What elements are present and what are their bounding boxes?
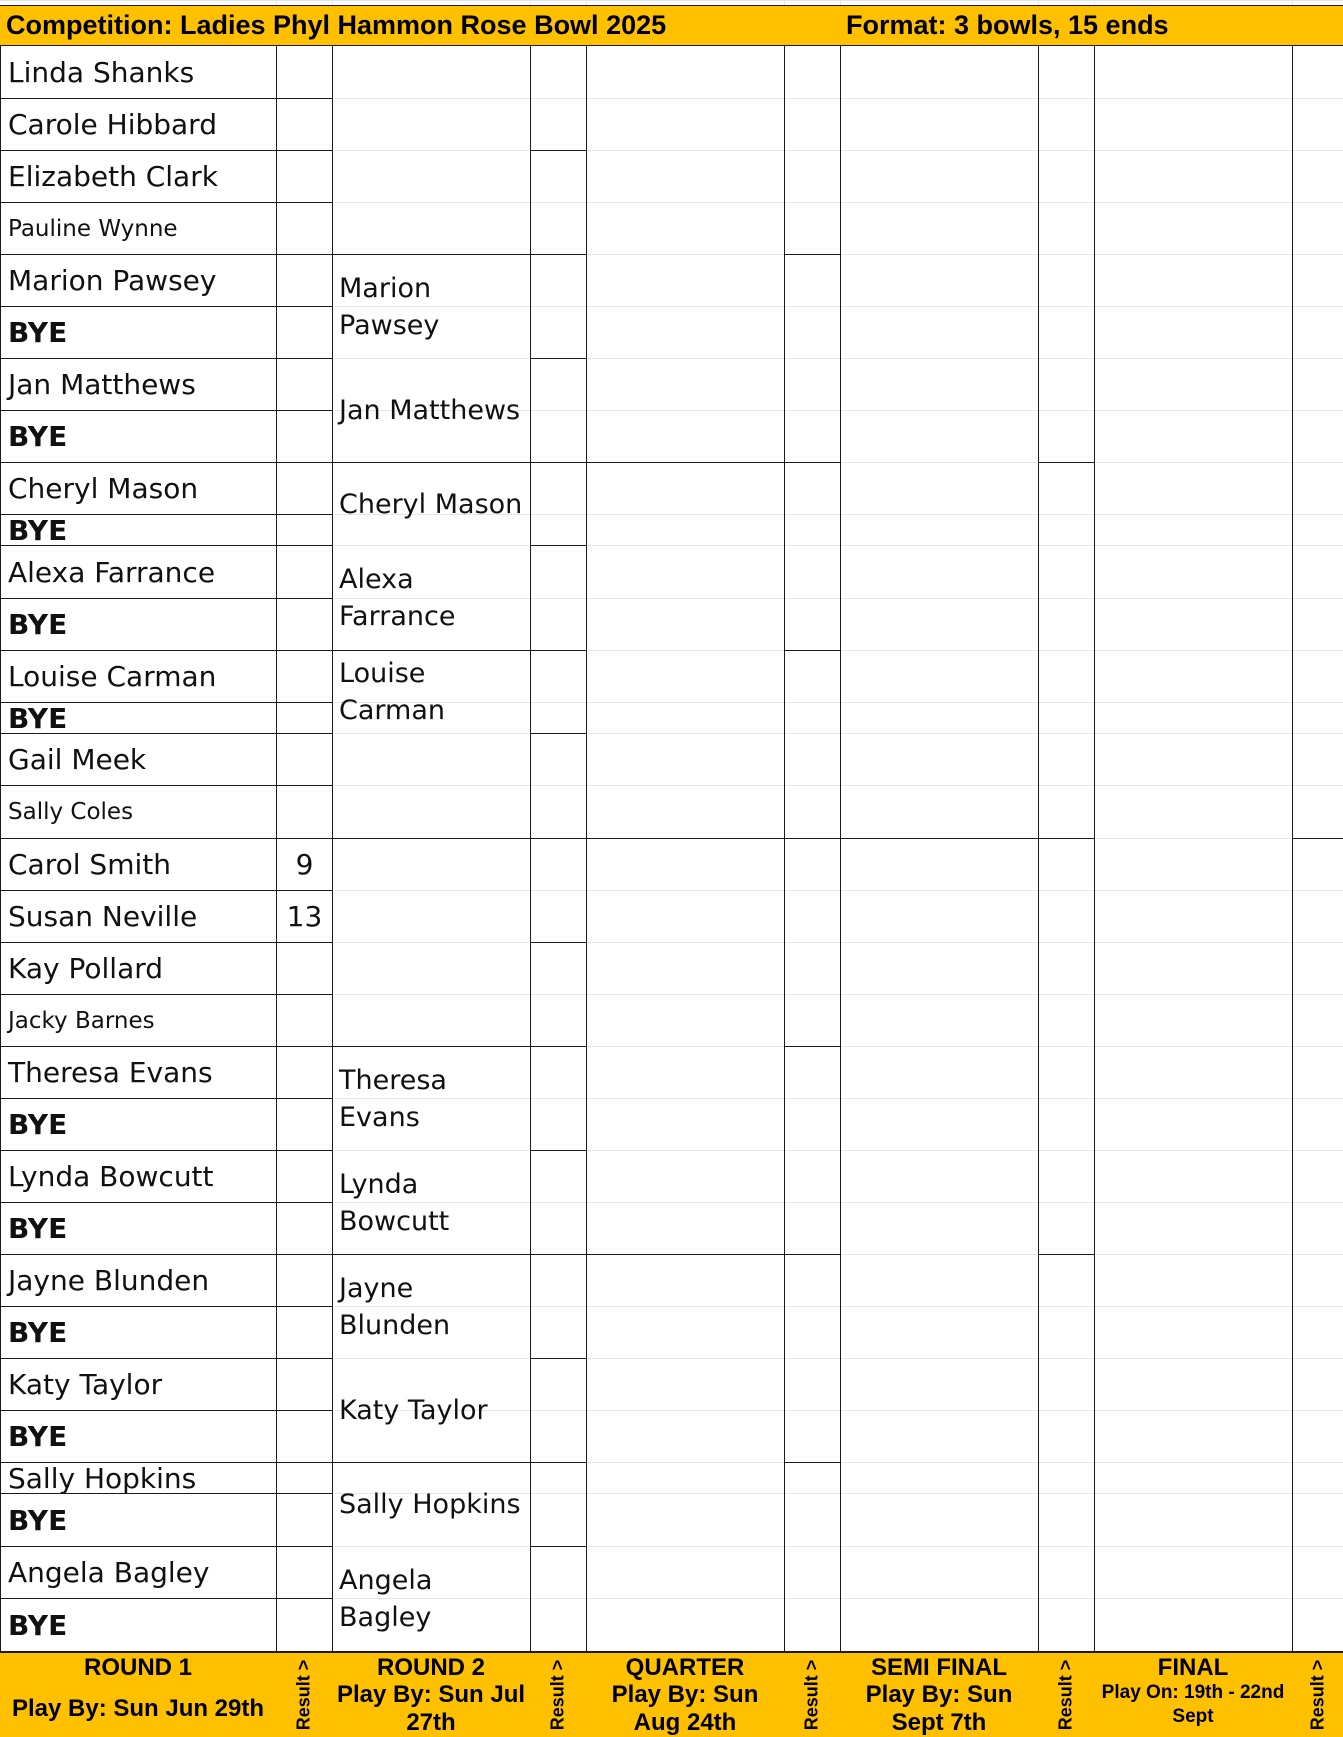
round1-score[interactable] — [277, 599, 332, 650]
round1-player-name: BYE — [8, 1503, 68, 1537]
round2-name-line2: Farrance — [339, 601, 456, 632]
round1-player-name: Elizabeth Clark — [8, 160, 218, 193]
round2-entry — [333, 255, 530, 358]
round2-name — [339, 655, 445, 729]
round2-name-line1: Angela Bagley — [339, 1565, 433, 1633]
round1-score[interactable] — [277, 703, 332, 733]
round1-player-name: BYE — [8, 316, 68, 349]
cell-border — [530, 1462, 587, 1463]
final-result-header: Result > — [1292, 1651, 1343, 1737]
cell-border — [530, 838, 587, 839]
round2-entry — [333, 1151, 530, 1254]
cell-border — [586, 1254, 785, 1255]
cell-border — [784, 650, 841, 651]
round1-score[interactable] — [277, 1359, 332, 1410]
cell-border — [784, 1254, 841, 1255]
round2-name — [339, 1270, 450, 1344]
round2-name-line1: Jan Matthews — [339, 395, 521, 426]
round1-player-name: BYE — [8, 703, 68, 733]
round1-score[interactable] — [277, 151, 332, 202]
round2-footer-date: Play By: Sun Jul 27th — [336, 1681, 526, 1736]
round1-score[interactable] — [277, 1463, 332, 1493]
round1-score[interactable] — [277, 411, 332, 462]
cell-border — [1038, 838, 1095, 839]
cell-border — [530, 1358, 587, 1359]
round1-score[interactable] — [277, 47, 332, 98]
cell-border — [840, 46, 841, 1651]
round1-player-name: Theresa Evans — [8, 1056, 213, 1089]
round1-player-name: Jacky Barnes — [8, 1007, 155, 1034]
cell-border — [586, 46, 587, 1651]
quarter-footer-title: QUARTER — [625, 1654, 745, 1681]
round2-name-line1: Alexa — [339, 564, 414, 595]
cell-border — [530, 1150, 587, 1151]
round1-score[interactable] — [277, 1099, 332, 1150]
round1-score[interactable] — [277, 1255, 332, 1306]
round2-name — [339, 1392, 488, 1429]
round1-score[interactable] — [277, 1494, 332, 1546]
cell-border — [586, 462, 785, 463]
round1-score[interactable] — [277, 943, 332, 994]
quarter-footer-date: Play By: Sun Aug 24th — [611, 1681, 759, 1736]
quarter-footer — [586, 1651, 784, 1737]
cell-border — [1038, 1254, 1095, 1255]
round1-score[interactable] — [277, 546, 332, 598]
round2-footer — [332, 1651, 530, 1737]
cell-border — [784, 1462, 841, 1463]
round1-player-name: Carole Hibbard — [8, 108, 217, 141]
cell-border — [530, 733, 587, 734]
round2-entry — [333, 47, 530, 150]
final-footer-title: FINAL — [1157, 1654, 1229, 1681]
round1-score[interactable] — [277, 1203, 332, 1254]
round1-player-name: BYE — [8, 1316, 68, 1349]
cell-border — [530, 650, 587, 651]
round2-name-line1: Sally Hopkins — [339, 1489, 521, 1520]
round2-name-line1: Lynda Bowcutt — [339, 1168, 450, 1237]
final-footer-date: Play On: 19th - 22nd Sept — [1101, 1682, 1285, 1727]
round1-player-name: Sally Coles — [8, 799, 134, 825]
semi-footer — [840, 1651, 1038, 1737]
round2-footer-title: ROUND 2 — [376, 1654, 485, 1681]
round1-score[interactable] — [277, 786, 332, 838]
round2-entry — [333, 546, 530, 650]
round1-score[interactable] — [277, 515, 332, 545]
round2-name — [339, 270, 439, 344]
round1-score[interactable] — [277, 1047, 332, 1098]
round1-player-name: BYE — [8, 420, 68, 453]
round2-name-line1: Louise — [339, 658, 426, 689]
round1-player-name: Angela Bagley — [8, 1556, 210, 1589]
round2-name — [339, 392, 520, 429]
round1-score[interactable] — [277, 203, 332, 254]
round1-player-name: Sally Hopkins — [8, 1463, 197, 1493]
round2-result-header: Result > — [530, 1651, 586, 1737]
round1-score[interactable] — [277, 651, 332, 702]
round1-player-name: Gail Meek — [8, 743, 147, 776]
round1-score[interactable] — [277, 995, 332, 1046]
cell-border — [586, 838, 785, 839]
cell-border — [530, 1254, 587, 1255]
cell-border — [784, 254, 841, 255]
round2-entry — [333, 1547, 530, 1651]
round1-player-name: Alexa Farrance — [8, 555, 216, 589]
round2-entry — [333, 839, 530, 942]
round2-entry — [333, 1255, 530, 1358]
round1-player-name: Carol Smith — [8, 848, 171, 881]
round1-player-name: BYE — [8, 1608, 68, 1642]
round1-score[interactable] — [277, 734, 332, 785]
cell-border — [530, 462, 587, 463]
round1-player-name: Kay Pollard — [8, 952, 164, 985]
cell-border — [840, 838, 1039, 839]
cell-border — [530, 1046, 587, 1047]
round1-score[interactable] — [277, 359, 332, 410]
round2-name-line1: Marion — [339, 272, 432, 304]
round2-name — [339, 1562, 530, 1636]
round1-player-name: Susan Neville — [8, 900, 198, 933]
round1-score[interactable] — [277, 1307, 332, 1358]
round1-score[interactable] — [277, 307, 332, 358]
round1-player-name: Jayne Blunden — [8, 1264, 210, 1297]
cell-border — [530, 150, 587, 151]
round2-name — [339, 1062, 447, 1136]
round1-score[interactable] — [277, 255, 332, 306]
competition-header — [0, 5, 1343, 46]
round1-score[interactable] — [277, 1599, 332, 1651]
cell-border — [784, 46, 785, 1651]
round2-name-line1: Cheryl Mason — [339, 488, 523, 520]
final-footer — [1094, 1651, 1292, 1737]
round1-score[interactable]: 13 — [286, 900, 323, 933]
round1-player-name: Lynda Bowcutt — [8, 1160, 214, 1193]
cell-border — [1038, 462, 1095, 463]
round1-score[interactable] — [277, 1411, 332, 1462]
round2-entry — [333, 1359, 530, 1462]
round2-name-line2: Evans — [339, 1101, 420, 1133]
cell-border — [1292, 46, 1293, 1651]
round1-score[interactable] — [277, 1151, 332, 1202]
round1-player-name: Linda Shanks — [8, 56, 195, 89]
round2-name — [339, 486, 522, 523]
round2-entry — [333, 359, 530, 462]
cell-border — [784, 1046, 841, 1047]
round1-player-name: Pauline Wynne — [8, 215, 178, 242]
round1-player-name: Cheryl Mason — [8, 472, 199, 505]
round1-result-header: Result > — [276, 1651, 332, 1737]
round2-name — [339, 561, 455, 635]
cell-border — [530, 942, 587, 943]
round2-name-line1: Theresa — [339, 1064, 447, 1096]
gridline — [0, 0, 1343, 1]
round2-name-line1: Jayne — [339, 1272, 414, 1304]
round2-entry — [333, 651, 530, 733]
cell-border — [530, 1546, 587, 1547]
round1-player-name: Marion Pawsey — [8, 264, 217, 297]
round2-name-line2: Pawsey — [339, 309, 440, 341]
round2-name-line1: Katy Taylor — [339, 1395, 488, 1426]
round2-entry — [333, 151, 530, 254]
round2-entry — [333, 463, 530, 545]
cell-border — [1038, 46, 1039, 1651]
cell-border — [530, 545, 587, 546]
semi-footer-date: Play By: Sun Sept 7th — [865, 1681, 1013, 1736]
round1-footer-date: Play By: Sun Jun 29th — [11, 1695, 265, 1722]
round1-player-name: BYE — [8, 608, 68, 641]
round1-score[interactable]: 9 — [295, 848, 314, 881]
round1-player-name: Jan Matthews — [8, 368, 196, 401]
cell-border — [530, 46, 531, 1651]
cell-border — [530, 358, 587, 359]
round1-score[interactable] — [277, 463, 332, 514]
competition-title: Competition: Ladies Phyl Hammon Rose Bowl 2025 — [6, 10, 667, 40]
round2-name — [339, 1166, 530, 1240]
round1-player-name: BYE — [8, 515, 68, 545]
cell-border — [1292, 838, 1343, 839]
round1-player-name: Katy Taylor — [8, 1368, 163, 1401]
cell-border — [1094, 46, 1095, 1651]
round2-name-line2: Carman — [339, 695, 445, 726]
round1-player-name: BYE — [8, 1420, 68, 1453]
round1-footer — [0, 1651, 276, 1737]
round2-name — [339, 1486, 521, 1523]
round1-player-name: Louise Carman — [8, 660, 217, 693]
quarter-result-header: Result > — [784, 1651, 840, 1737]
semi-footer-title: SEMI FINAL — [871, 1654, 1007, 1681]
cell-border — [784, 462, 841, 463]
round1-player-name: BYE — [8, 1212, 68, 1245]
round2-name-line2: Blunden — [339, 1309, 451, 1341]
semi-result-header: Result > — [1038, 1651, 1094, 1737]
round1-footer-title: ROUND 1 — [83, 1654, 192, 1681]
cell-border — [530, 254, 587, 255]
round1-score[interactable] — [277, 99, 332, 150]
round2-entry — [333, 1047, 530, 1150]
round1-score[interactable] — [277, 1547, 332, 1598]
round1-player-name: BYE — [8, 1108, 68, 1141]
competition-format: Format: 3 bowls, 15 ends — [846, 10, 1169, 40]
round2-entry — [333, 1463, 530, 1546]
round2-entry — [333, 734, 530, 838]
round2-entry — [333, 943, 530, 1046]
cell-border — [784, 838, 841, 839]
